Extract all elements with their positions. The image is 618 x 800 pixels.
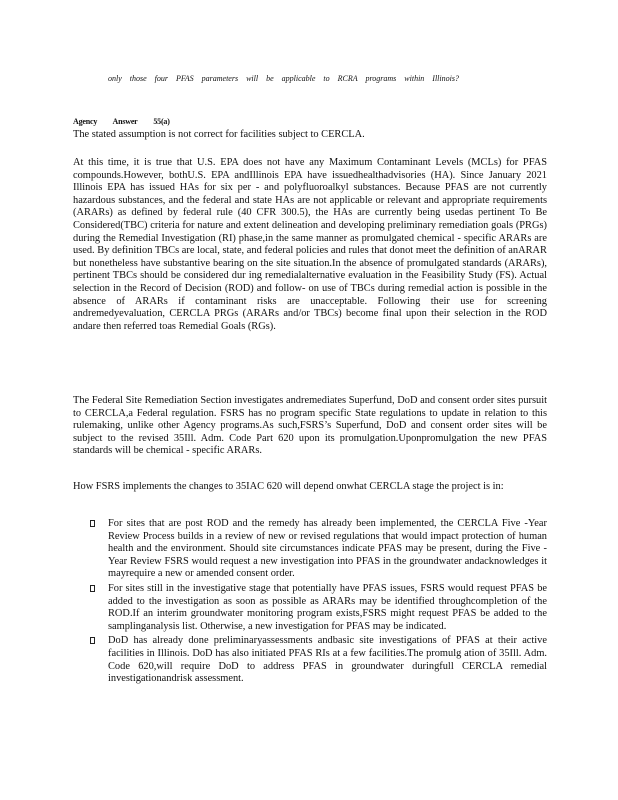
agency-answer-label [73,117,184,126]
agency-label: Agency [73,117,98,126]
bullet-square-icon [90,520,95,527]
bullet-square-icon [90,585,95,592]
question-intro: only those four PFAS parameters will be applicable to RCRA programs within Illinois? [108,74,459,83]
list-item [90,583,547,633]
paragraph-health-advisories: At this time, it is true that U.S. EPA does not have any Maximum Contaminant Levels (MCLs) for PFAS compounds.However, bothU.S. EPA andIllinois EPA have issuedhealthadvisories (HA). Since January 2021 Illinois EPA has issued HAs for six per - and polyfluoroalkyl substances. Because PFAS are not currently hazardous substances, and the federal and state HAs are not applicable or relevant and appropriate requirements (ARARs) as defined by federal rule (40 CFR 300.5), the HAs are currently being usedas pertinent To Be Considered(TBC) criteria for nature and extent delineation and developing preliminary remediation goals (PRGs) during the Remedial Investigation (RI) phase,in the same manner as promulgated chemical - specific ARARs are used. By definition TBCs are local, state, and federal policies and rules that donot meet the definition of anARAR but nonetheless have substantive bearing on the site situation.In the absence of promulgated standards (ARARs), pertinent TBCs should be considered dur ing remedialalternative evaluation in the Feasibility Study (FS). Actual selection in the Record of Decision (ROD) and follow- on use of TBCs during remedial action is possible in the absence of ARARs if contaminant risks are unacceptable. Following their use for screening andremedyevaluation, CERCLA PRGs (ARARs and/or TBCs) become final upon their selection in the ROD andare then referred toas Remedial Goals (RGs). [73,157,547,332]
list-item [90,635,547,685]
paragraph-implementation: How FSRS implements the changes to 35IAC 620 will depend onwhat CERCLA stage the project is in: [73,481,504,492]
list-item [90,518,547,581]
paragraph-assumption: The stated assumption is not correct for facilities subject to CERCLA. [73,129,365,140]
answer-label: Answer [112,117,138,126]
bullet-text: For sites that are post ROD and the remedy has already been implemented, the CERCLA Five -Year Review Process builds in a review of new or revised regulations that would impact protection of human health and the environment. Should site circumstances indicate PFAS may be present, during the Five -Year Review FSRS would request a new investigation into PFAS in the groundwater andacknowledges it mayrequire a new or amended consent order. [108,518,547,580]
bullet-square-icon [90,637,95,644]
bullet-text: For sites still in the investigative stage that potentially have PFAS issues, FSRS would request PFAS be added to the investigation as soon as possible as ARARs may be identified throughcompletion of the ROD.If an interim groundwater monitoring program exists,FSRS might request PFAS be added to the samplinganalysis list. Otherwise, a new investigation for PFAS may be indicated. [108,582,547,632]
bullet-list [90,518,547,688]
answer-number: 55(a) [153,117,170,126]
bullet-text: DoD has already done preliminaryassessments andbasic site investigations of PFAS at their active facilities in Illinois. DoD has also initiated PFAS RIs at a few facilities.The promulg ation of 35Ill. Adm. Code 620,will require DoD to address PFAS in groundwater duringfull CERCLA remedial investigationandrisk assessment. [108,635,547,685]
paragraph-fsrs: The Federal Site Remediation Section investigates andremediates Superfund, DoD and consent order sites pursuit to CERCLA,a Federal regulation. FSRS has no program specific State regulations to update in relation to this rulemaking, unlike other Agency programs.As such,FSRS’s Superfund, DoD and consent order sites will be subject to the revised 35Ill. Adm. Code Part 620 upon its promulgation.Uponpromulgation the new PFAS standards will be chemical - specific ARARs. [73,395,547,457]
